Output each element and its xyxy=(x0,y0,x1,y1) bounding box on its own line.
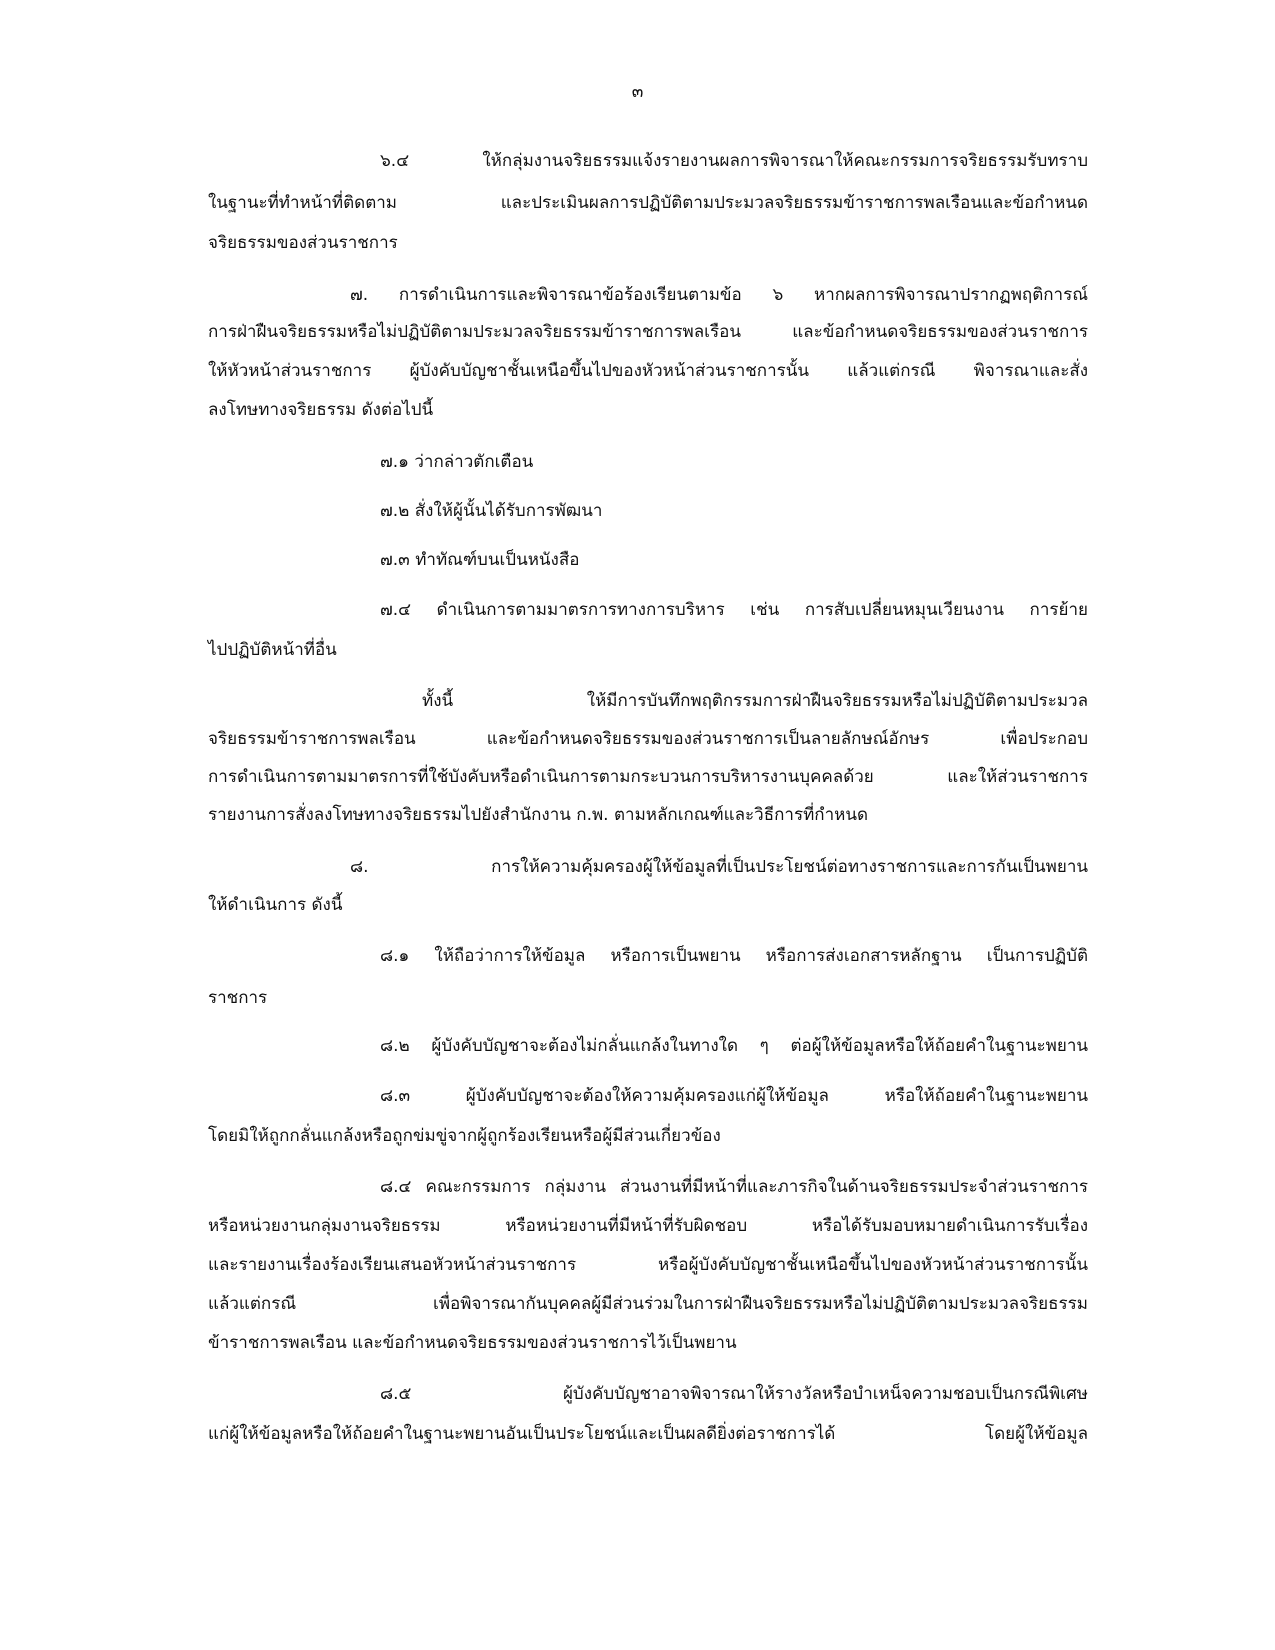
text-line: ทั้งนี้ ให้มีการบันทึกพฤติกรรมการฝ่าฝืนจริยธรรมหรือไม่ปฏิบัติตามประมวล xyxy=(422,691,1088,711)
text-line: หรือหน่วยงานกลุ่มงานจริยธรรม หรือหน่วยงานที่มีหน้าที่รับผิดชอบ หรือได้รับมอบหมายดำเนินการรับเรื่อง xyxy=(208,1216,1088,1236)
text-line: และรายงานเรื่องร้องเรียนเสนอหัวหน้าส่วนราชการ หรือผู้บังคับบัญชาชั้นเหนือขึ้นไปของหัวหน้าส่วนราชการนั้น xyxy=(208,1255,1088,1275)
text-line: ข้าราชการพลเรือน และข้อกำหนดจริยธรรมของส่วนราชการไว้เป็นพยาน xyxy=(208,1333,737,1353)
text-line: ๘.๕ ผู้บังคับบัญชาอาจพิจารณาให้รางวัลหรือบำเหน็จความชอบเป็นกรณีพิเศษ xyxy=(380,1384,1088,1404)
text-line: จริยธรรมข้าราชการพลเรือน และข้อกำหนดจริยธรรมของส่วนราชการเป็นลายลักษณ์อักษร เพื่อประกอบ xyxy=(208,729,1088,749)
text-line: ราชการ xyxy=(208,988,268,1008)
text-line: ๗.๔ ดำเนินการตามมาตรการทางการบริหาร เช่น การสับเปลี่ยนหมุนเวียนงาน การย้าย xyxy=(380,600,1088,620)
list-item: ๗.๒ สั่งให้ผู้นั้นได้รับการพัฒนา xyxy=(380,501,603,521)
text-line: ๘.๓ ผู้บังคับบัญชาจะต้องให้ความคุ้มครองแก่ผู้ให้ข้อมูล หรือให้ถ้อยคำในฐานะพยาน xyxy=(380,1086,1088,1106)
text-line: ๗. การดำเนินการและพิจารณาข้อร้องเรียนตามข้อ ๖ หากผลการพิจารณาปรากฏพฤติการณ์ xyxy=(350,285,1088,305)
text-line: รายงานการสั่งลงโทษทางจริยธรรมไปยังสำนักงาน ก.พ. ตามหลักเกณฑ์และวิธีการที่กำหนด xyxy=(208,805,868,825)
text-line: ๘.๑ ให้ถือว่าการให้ข้อมูล หรือการเป็นพยาน หรือการส่งเอกสารหลักฐาน เป็นการปฏิบัติ xyxy=(380,946,1088,966)
list-item: ๗.๑ ว่ากล่าวตักเตือน xyxy=(380,452,534,472)
text-line: ไปปฏิบัติหน้าที่อื่น xyxy=(208,640,337,660)
text-line: ๘. การให้ความคุ้มครองผู้ให้ข้อมูลที่เป็นประโยชน์ต่อทางราชการและการกันเป็นพยาน xyxy=(350,857,1088,877)
text-line: ให้ดำเนินการ ดังนี้ xyxy=(208,895,343,915)
text-line: การดำเนินการตามมาตรการที่ใช้บังคับหรือดำเนินการตามกระบวนการบริหารงานบุคคลด้วย และให้ส่วนราชการ xyxy=(208,767,1088,787)
text-line: ๖.๔ ให้กลุ่มงานจริยธรรมแจ้งรายงานผลการพิจารณาให้คณะกรรมการจริยธรรมรับทราบ xyxy=(380,151,1088,171)
text-line: แล้วแต่กรณี เพื่อพิจารณากันบุคคลผู้มีส่วนร่วมในการฝ่าฝืนจริยธรรมหรือไม่ปฏิบัติตามประมวลจริยธรรม xyxy=(208,1294,1088,1314)
text-line: ๘.๔ คณะกรรมการ กลุ่มงาน ส่วนงานที่มีหน้าที่และภารกิจในด้านจริยธรรมประจำส่วนราชการ xyxy=(380,1177,1088,1197)
text-line: ในฐานะที่ทำหน้าที่ติดตาม และประเมินผลการปฏิบัติตามประมวลจริยธรรมข้าราชการพลเรือนและข้อกำหนด xyxy=(208,193,1088,213)
page-number: ๓ xyxy=(631,82,644,102)
list-item: ๗.๓ ทำทัณฑ์บนเป็นหนังสือ xyxy=(380,550,580,570)
text-line: แก่ผู้ให้ข้อมูลหรือให้ถ้อยคำในฐานะพยานอันเป็นประโยชน์และเป็นผลดียิ่งต่อราชการได้ โดยผู้ให้ข้อมูล xyxy=(208,1424,1088,1444)
text-line: การฝ่าฝืนจริยธรรมหรือไม่ปฏิบัติตามประมวลจริยธรรมข้าราชการพลเรือน และข้อกำหนดจริยธรรมของส่วนราชการ xyxy=(208,322,1088,342)
text-line: ลงโทษทางจริยธรรม ดังต่อไปนี้ xyxy=(208,400,434,420)
text-line: โดยมิให้ถูกกลั่นแกล้งหรือถูกข่มขู่จากผู้ถูกร้องเรียนหรือผู้มีส่วนเกี่ยวข้อง xyxy=(208,1126,721,1146)
text-line: ๘.๒ ผู้บังคับบัญชาจะต้องไม่กลั่นแกล้งในทางใด ๆ ต่อผู้ให้ข้อมูลหรือให้ถ้อยคำในฐานะพยาน xyxy=(380,1036,1088,1056)
text-line: ให้หัวหน้าส่วนราชการ ผู้บังคับบัญชาชั้นเหนือขึ้นไปของหัวหน้าส่วนราชการนั้น แล้วแต่กรณี พิจารณาและสั่ง xyxy=(208,361,1088,381)
text-line: จริยธรรมของส่วนราชการ xyxy=(208,233,398,253)
